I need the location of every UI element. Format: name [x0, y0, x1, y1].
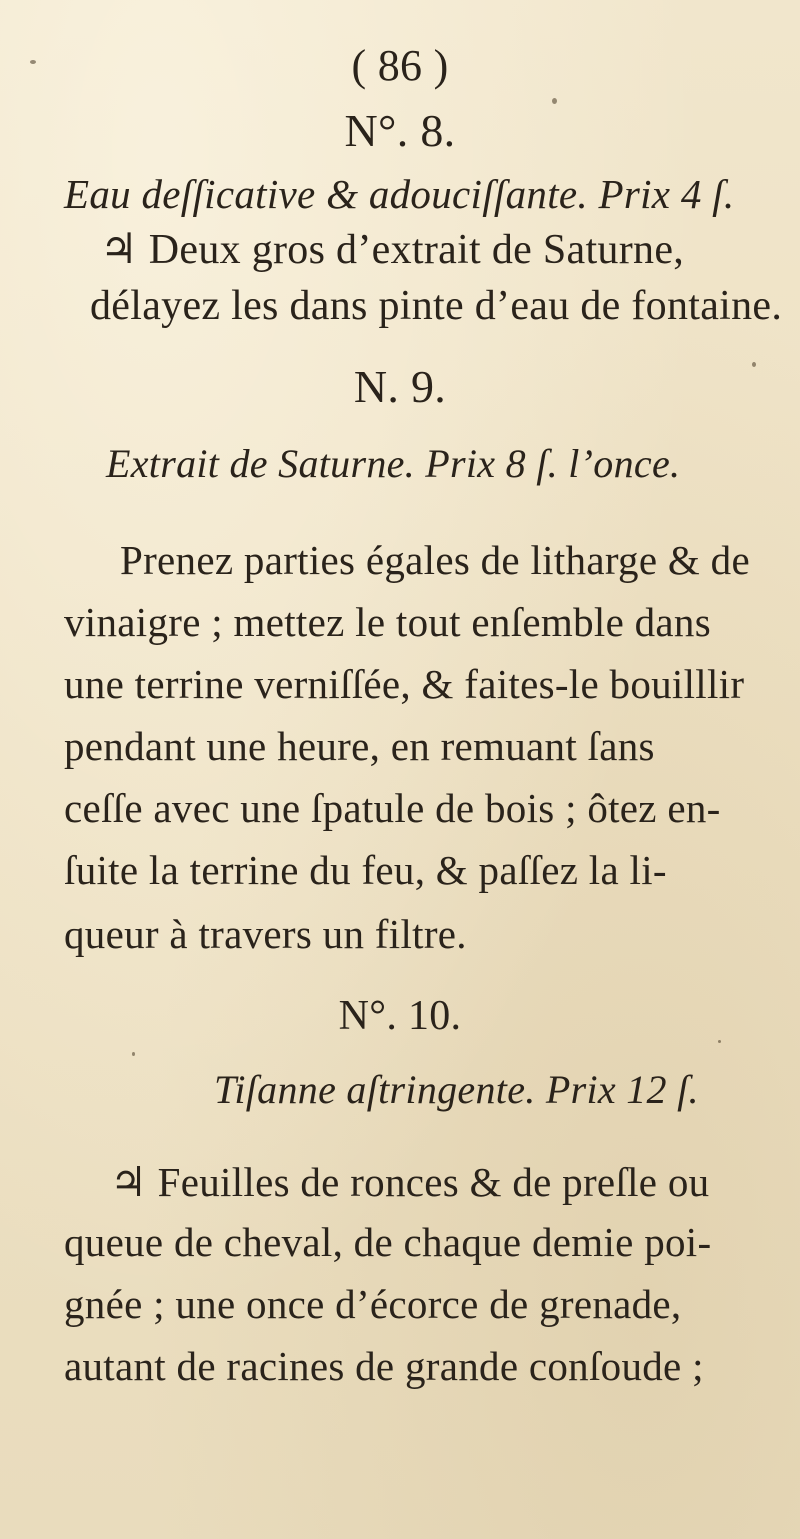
- page-folio: ( 86 ): [351, 41, 449, 90]
- recipe-9-line-6: ſuite la terrine du feu, & paſſez la li-: [64, 847, 667, 893]
- recipe-9-line-2: vinaigre ; mettez le tout enſemble dans: [64, 599, 711, 645]
- recipe-number-10: N°. 10.: [338, 993, 462, 1039]
- recipe-9-line-1: Prenez parties égales de litharge & de: [120, 537, 750, 583]
- recipe-8-line-1: ♃ Deux gros d’extrait de Saturne,: [100, 227, 685, 273]
- recipe-number-9: N. 9.: [353, 361, 447, 412]
- recipe-title-8: Eau deſſicative & adouciſſante. Prix 4 ſ.: [64, 171, 735, 217]
- recipe-10-line-1: ♃ Feuilles de ronces & de preſle ou: [110, 1159, 710, 1205]
- recipe-title-10: Tiſanne aſtringente. Prix 12 ſ.: [214, 1067, 699, 1112]
- recipe-9-line-3: une terrine verniſſée, & faites-le bouilllir: [64, 661, 745, 707]
- recipe-9-line-5: ceſſe avec une ſpatule de bois ; ôtez en-: [64, 785, 721, 831]
- recipe-10-line-2: queue de cheval, de chaque demie poi-: [64, 1219, 712, 1265]
- recipe-8-line-2: délayez les dans pinte d’eau de fontaine.: [90, 283, 783, 329]
- recipe-9-line-4: pendant une heure, en remuant ſans: [64, 723, 655, 769]
- recipe-number-8: N°. 8.: [344, 105, 456, 156]
- recipe-10-line-3: gnée ; une once d’écorce de grenade,: [64, 1281, 682, 1327]
- recipe-10-line-4: autant de racines de grande conſoude ;: [64, 1343, 704, 1389]
- recipe-9-line-7: queur à travers un filtre.: [64, 911, 467, 957]
- recipe-title-9: Extrait de Saturne. Prix 8 ſ. l’once.: [106, 441, 681, 486]
